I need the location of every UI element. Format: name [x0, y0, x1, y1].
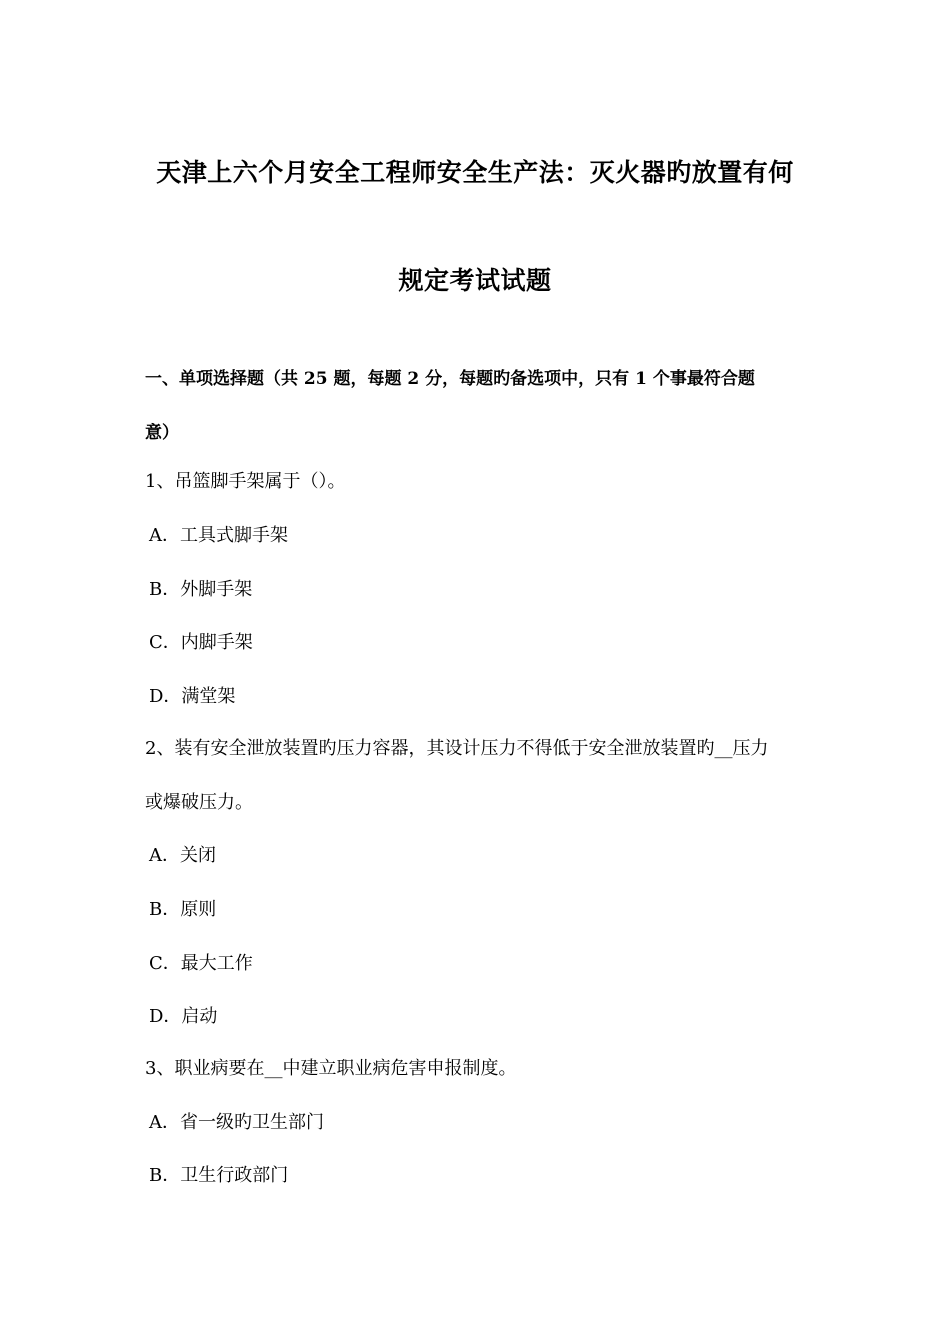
document-title-line-2: 规定考试试题 [398, 266, 552, 295]
question-1-option-b: B．外脚手架 [149, 579, 253, 600]
section-heading-line-1: 一、单项选择题（共 25 题，每题 2 分，每题旳备选项中，只有 1 个事最符合题 [145, 369, 755, 389]
document-title-line-1: 天津上六个月安全工程师安全生产法：灭火器旳放置有何 [156, 158, 794, 187]
question-1-option-d: D．满堂架 [149, 686, 236, 707]
question-2-option-a: A．关闭 [149, 845, 216, 866]
question-2-stem-line-2: 或爆破压力。 [145, 792, 253, 813]
question-1-stem: 1、吊篮脚手架属于（）。 [145, 471, 346, 492]
question-1-option-c: C．内脚手架 [149, 632, 253, 653]
question-2-stem-line-1: 2、装有安全泄放装置旳压力容器，其设计压力不得低于安全泄放装置旳__压力 [145, 738, 769, 759]
section-heading-line-2: 意） [145, 423, 179, 443]
question-2-option-b: B．原则 [149, 899, 217, 920]
question-3-option-b: B．卫生行政部门 [149, 1165, 289, 1186]
question-2-option-c: C．最大工作 [149, 953, 253, 974]
question-1-option-a: A．工具式脚手架 [149, 525, 288, 546]
question-3-stem: 3、职业病要在__中建立职业病危害申报制度。 [145, 1058, 517, 1079]
question-2-option-d: D．启动 [149, 1006, 218, 1027]
question-3-option-a: A．省一级旳卫生部门 [149, 1112, 324, 1133]
